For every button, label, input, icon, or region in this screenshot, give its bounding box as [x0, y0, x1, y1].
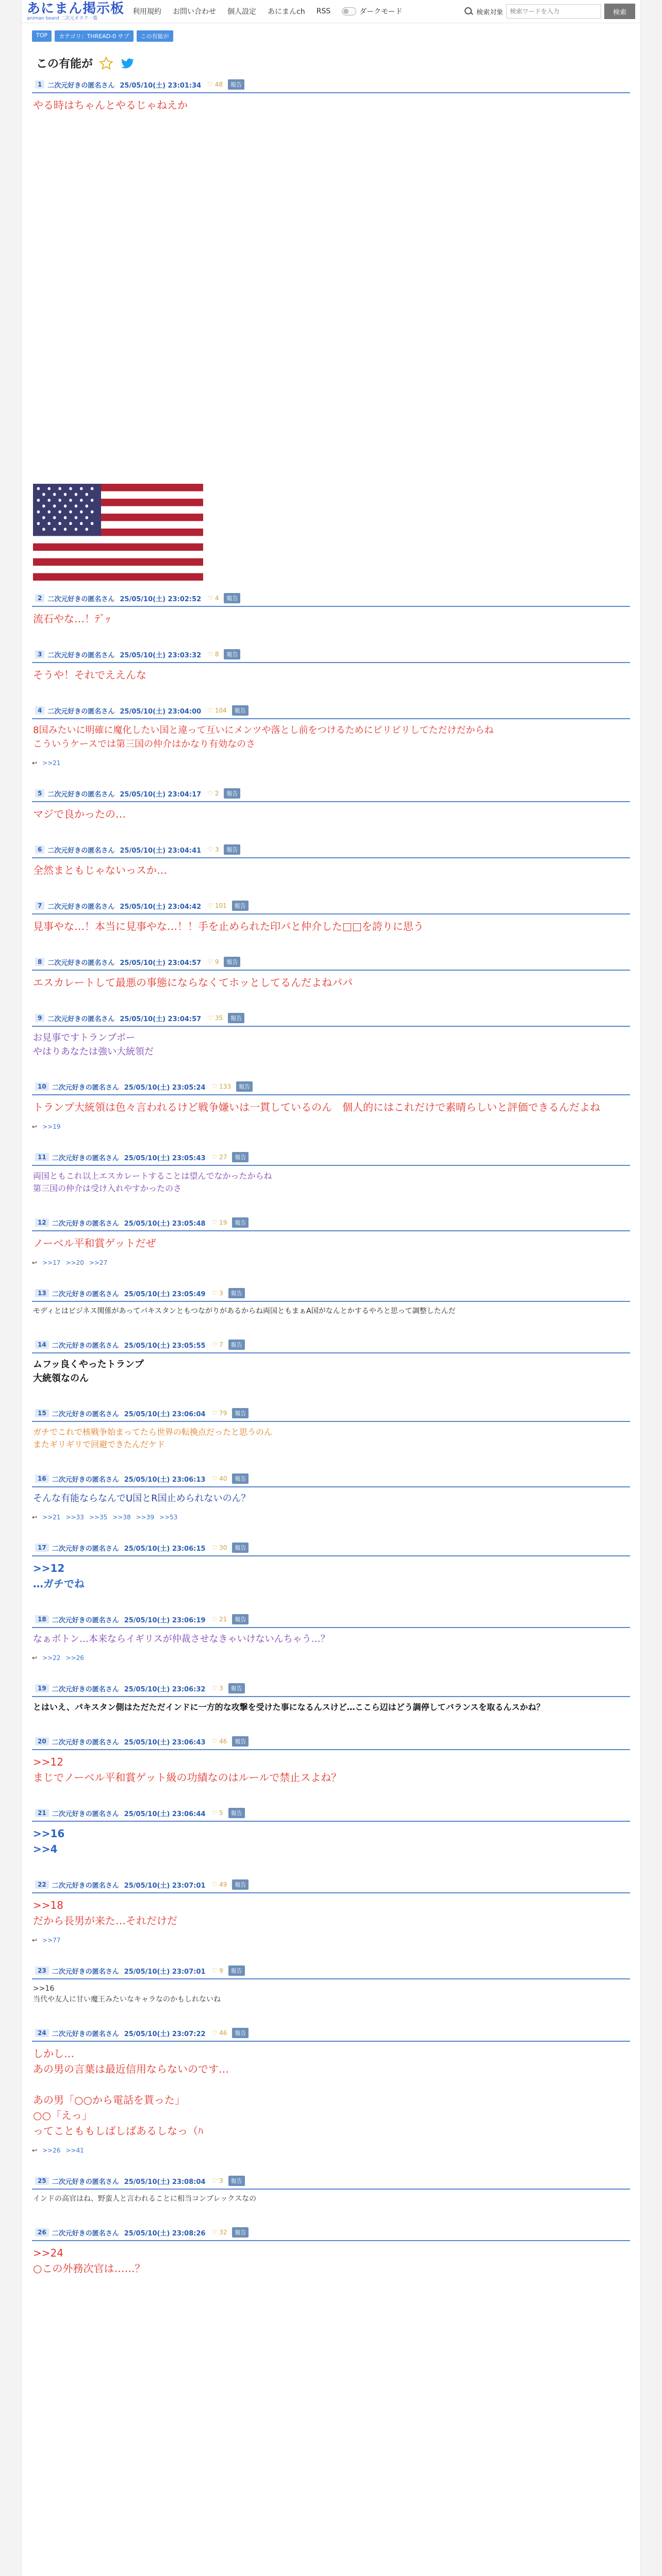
post-header [32, 1151, 630, 1166]
post-header [32, 900, 630, 914]
like-button[interactable]: ♡ 2 [207, 790, 219, 797]
post-body: エスカレートして最悪の事態にならなくてホッとしてるんだよねパパ [33, 976, 353, 989]
reply-icon: ↩ [32, 759, 38, 767]
report-button[interactable]: 報告 [224, 957, 240, 967]
report-button[interactable]: 報告 [228, 1340, 245, 1350]
report-button[interactable]: 報告 [228, 2176, 245, 2186]
poster-name: 二次元好きの匿名さん [52, 1219, 119, 1228]
report-button[interactable]: 報告 [228, 79, 244, 90]
post-date: 25/05/10(土) 23:05:49 [124, 1290, 206, 1298]
reply-link[interactable]: >>19 [42, 1123, 61, 1130]
site-logo[interactable] [27, 2, 124, 21]
like-button[interactable]: ♡ 32 [212, 2229, 227, 2236]
like-button[interactable]: ♡ 7 [212, 1341, 223, 1348]
like-button[interactable]: ♡ 101 [207, 902, 226, 909]
post-number[interactable]: 14 [35, 1341, 49, 1349]
reply-link[interactable]: >>21 [42, 759, 61, 767]
post-date: 25/05/10(土) 23:05:24 [124, 1083, 206, 1092]
reply-links [32, 1654, 630, 1662]
post-body: マジで良かったの… [33, 808, 126, 820]
post-body: お見事ですトランプポー やはりあなたは強い大統領だ [33, 1032, 154, 1057]
post [32, 1613, 630, 1662]
post-header [32, 1080, 630, 1095]
post-number[interactable]: 3 [35, 650, 44, 658]
poster-name: 二次元好きの匿名さん [47, 595, 115, 603]
report-button[interactable]: 報告 [232, 1736, 249, 1747]
post-number[interactable]: 23 [35, 1967, 49, 1975]
like-button[interactable]: ♡ 21 [212, 1616, 227, 1623]
nav-terms[interactable]: 利用規約 [133, 8, 162, 16]
post-body: そんな有能ならなんでU国とR国止められないのん？ [33, 1493, 251, 1504]
like-button[interactable]: ♡ 9 [207, 958, 219, 965]
post [32, 1682, 630, 1715]
dark-mode-toggle[interactable] [342, 6, 402, 16]
post-number[interactable]: 10 [35, 1082, 49, 1091]
post-body: >>16 当代や友人に甘い魔王みたいなキャラなのかもしれないね [33, 1985, 221, 2004]
post-header [32, 1287, 630, 1302]
post-body: >>18 だから長男が来た…それだけだ [33, 1899, 177, 1927]
report-button[interactable]: 報告 [236, 1081, 253, 1092]
report-button[interactable]: 報告 [224, 844, 240, 855]
poster-name: 二次元好きの匿名さん [52, 1410, 119, 1418]
report-button[interactable]: 報告 [224, 788, 240, 799]
search-bar [464, 4, 635, 19]
post-number[interactable]: 7 [35, 902, 44, 910]
reply-link[interactable]: >>22 [42, 1654, 61, 1662]
post-date: 25/05/10(土) 23:05:48 [124, 1219, 206, 1228]
poster-name: 二次元好きの匿名さん [47, 651, 115, 659]
reply-link[interactable]: >>17 [42, 1259, 61, 1266]
post-number[interactable]: 21 [35, 1809, 49, 1817]
reply-link[interactable]: >>20 [65, 1259, 84, 1266]
report-button[interactable]: 報告 [228, 1808, 245, 1818]
reply-link[interactable]: >>53 [159, 1514, 178, 1521]
post-body: モディとはビジネス関係があってパキスタンともつながりがあるからね両国ともまぁA国がなんとかするやろと思って調整したんだ [33, 1307, 456, 1315]
post [32, 1878, 630, 1944]
nav-contact[interactable]: お問い合わせ [173, 8, 217, 16]
post-date: 25/05/10(土) 23:07:01 [124, 1968, 206, 1976]
post-body: >>16 >>4 [33, 1827, 65, 1855]
post-body: とはいえ、パキスタン側はただただインドに一方的な攻撃を受けた事になるんスけど…ここら辺はどう調停してバランスを取るんスかね？ [33, 1702, 545, 1712]
dark-mode-label: ダークモード [359, 8, 403, 16]
post-date: 25/05/10(土) 23:08:04 [124, 2178, 206, 2186]
post-body: >>24 ○この外務次官は……？ [33, 2247, 145, 2275]
report-button[interactable]: 報告 [228, 1013, 244, 1023]
post-date: 25/05/10(土) 23:04:00 [120, 707, 202, 716]
post-body: そうや！それでええんな [33, 669, 146, 681]
reply-icon: ↩ [32, 2147, 38, 2154]
post-date: 25/05/10(土) 23:08:26 [124, 2229, 206, 2238]
post [32, 1964, 630, 2006]
post-number[interactable]: 8 [35, 958, 44, 966]
post [32, 956, 630, 991]
post-date: 25/05/10(土) 23:03:32 [120, 651, 202, 659]
post-date: 25/05/10(土) 23:06:44 [124, 1810, 206, 1818]
post-number[interactable]: 25 [35, 2177, 49, 2185]
post-date: 25/05/10(土) 23:01:34 [120, 81, 202, 90]
post-number[interactable]: 22 [35, 1880, 49, 1889]
breadcrumb [22, 23, 640, 45]
report-button[interactable]: 報告 [232, 1879, 249, 1890]
post-number[interactable]: 16 [35, 1475, 49, 1483]
post [32, 1541, 630, 1592]
like-button[interactable]: ♡ 35 [207, 1014, 223, 1022]
like-button[interactable]: ♡ 46 [212, 1738, 227, 1745]
poster-name: 二次元好きの匿名さん [52, 1083, 119, 1092]
reply-icon: ↩ [32, 1123, 38, 1130]
post [32, 1807, 630, 1858]
poster-name: 二次元好きの匿名さん [47, 846, 115, 855]
post-number[interactable]: 15 [35, 1409, 49, 1417]
header-nav [133, 6, 403, 16]
post [32, 1338, 630, 1386]
post-number[interactable]: 6 [35, 845, 44, 854]
post-date: 25/05/10(土) 23:04:57 [120, 1015, 202, 1023]
reply-icon: ↩ [32, 1259, 38, 1266]
nav-settings[interactable]: 個人設定 [227, 8, 257, 16]
post-number[interactable]: 24 [35, 2029, 49, 2037]
post-number[interactable]: 5 [35, 789, 44, 798]
post-header [32, 1407, 630, 1422]
star-icon[interactable] [99, 56, 113, 71]
report-button[interactable]: 報告 [232, 1217, 249, 1228]
poster-name: 二次元好きの匿名さん [52, 1968, 119, 1976]
reply-icon: ↩ [32, 1514, 38, 1521]
post-date: 25/05/10(土) 23:06:19 [124, 1616, 206, 1624]
post [32, 1472, 630, 1521]
post [32, 787, 630, 823]
post-body: 両国ともこれ以上エスカレートすることは望んでなかったからね 第三国の仲介は受け入れやすかったのさ [33, 1171, 272, 1193]
reply-link[interactable]: >>27 [89, 1259, 108, 1266]
like-button[interactable]: ♡ 9 [212, 1967, 223, 1974]
post-number[interactable]: 13 [35, 1289, 49, 1297]
nav-rss[interactable]: RSS [316, 7, 331, 15]
post-header [32, 704, 630, 719]
post-number[interactable]: 11 [35, 1153, 49, 1161]
page [21, 0, 641, 2576]
poster-name: 二次元好きの匿名さん [47, 903, 115, 911]
post-header [32, 2175, 630, 2190]
post-header [32, 1613, 630, 1628]
post-body: 8国みたいに明確に魔化したい国と違って互いにメンツや落とし前をつけるためにピリピリしてただけだからね こういうケースでは第三国の仲介はかなり有効なのさ [33, 725, 494, 750]
like-button[interactable]: ♡ 104 [207, 707, 226, 714]
post-body: なぁボトン…本来ならイギリスが仲裁させなきゃいけないんちゃう…？ [33, 1634, 330, 1645]
post-header [32, 1541, 630, 1556]
nav-animanch[interactable]: あにまんch [268, 8, 305, 16]
post-body: やる時はちゃんとやるじゃねえか [33, 99, 188, 111]
report-button[interactable]: 報告 [228, 1683, 245, 1693]
breadcrumb-category[interactable]: カテゴリ：THREAD-0 サブ [55, 30, 134, 42]
search-button[interactable]: 検索 [604, 4, 635, 19]
post-body: トランプ大統領は色々言われるけど戦争嫌いは一貫しているのん 個人的にはこれだけで素晴らしいと評価できるんだよね [33, 1101, 600, 1113]
post-date: 25/05/10(土) 23:07:22 [124, 2030, 206, 2038]
reply-link[interactable]: >>26 [42, 2147, 61, 2154]
post-body: 見事やな…！本当に見事やな…！！手を止められた印パと仲介した□□を誇りに思う [33, 920, 424, 933]
report-button[interactable]: 報告 [228, 1965, 245, 1976]
like-button[interactable]: ♡ 5 [212, 1809, 223, 1817]
like-button[interactable]: ♡ 4 [207, 595, 219, 602]
post-header [32, 78, 630, 93]
reply-link[interactable]: >>39 [136, 1514, 155, 1521]
reply-icon: ↩ [32, 1654, 38, 1662]
poster-name: 二次元好きの匿名さん [52, 1810, 119, 1818]
breadcrumb-thread[interactable]: この有能が [137, 30, 173, 42]
poster-name: 二次元好きの匿名さん [47, 790, 115, 799]
post-header [32, 956, 630, 971]
report-button[interactable]: 報告 [232, 2028, 249, 2038]
post [32, 1216, 630, 1266]
post-header [32, 1012, 630, 1027]
search-input[interactable] [506, 4, 601, 19]
report-button[interactable]: 報告 [232, 1614, 249, 1624]
reply-links [32, 1123, 630, 1130]
like-button[interactable]: ♡ 19 [212, 1219, 227, 1226]
report-button[interactable]: 報告 [232, 2227, 249, 2238]
search-target-select[interactable]: 検索対象 [476, 8, 503, 16]
post-header [32, 843, 630, 858]
poster-name: 二次元好きの匿名さん [52, 2030, 119, 2038]
like-button[interactable]: ♡ 3 [212, 1290, 223, 1297]
like-button[interactable]: ♡ 133 [212, 1083, 231, 1090]
post [32, 592, 630, 628]
post [32, 1080, 630, 1130]
post-date: 25/05/10(土) 23:06:43 [124, 1738, 206, 1747]
post [32, 78, 630, 581]
report-button[interactable]: 報告 [228, 1288, 245, 1298]
post [32, 1735, 630, 1786]
reply-link[interactable]: >>21 [42, 1514, 61, 1521]
post-body: ムフッ良くやったトランプ 大統領なのん [33, 1359, 144, 1384]
poster-name: 二次元好きの匿名さん [47, 707, 115, 716]
reply-icon: ↩ [32, 1937, 38, 1944]
post [32, 2027, 630, 2154]
post-number[interactable]: 18 [35, 1615, 49, 1623]
poster-name: 二次元好きの匿名さん [52, 2229, 119, 2238]
report-button[interactable]: 報告 [232, 901, 249, 911]
post-number[interactable]: 20 [35, 1737, 49, 1745]
poster-name: 二次元好きの匿名さん [52, 1154, 119, 1162]
post-number[interactable]: 4 [35, 706, 44, 715]
twitter-icon[interactable] [120, 56, 134, 71]
post-header [32, 1964, 630, 1979]
embedded-media-area [32, 114, 630, 474]
post-number[interactable]: 26 [35, 2228, 49, 2236]
like-button[interactable]: ♡ 3 [207, 846, 219, 853]
like-button[interactable]: ♡ 3 [212, 1685, 223, 1692]
reply-link[interactable]: >>77 [42, 1937, 61, 1944]
post-date: 25/05/10(土) 23:02:52 [120, 595, 202, 603]
post-body: ガチでこれで核戦争始まってたら世界の転換点だったと思うのん またギリギリで回避できたんだケド [33, 1427, 273, 1449]
post [32, 704, 630, 767]
poster-name: 二次元好きの匿名さん [52, 1616, 119, 1624]
post [32, 1287, 630, 1318]
like-button[interactable]: ♡ 48 [207, 81, 223, 88]
poster-name: 二次元好きの匿名さん [52, 1342, 119, 1350]
report-button[interactable]: 報告 [232, 1473, 249, 1484]
post [32, 1151, 630, 1196]
post-date: 25/05/10(土) 23:06:32 [124, 1685, 206, 1693]
post-header [32, 1807, 630, 1822]
poster-name: 二次元好きの匿名さん [52, 1476, 119, 1484]
post-body: 全然まともじゃないっスか… [33, 864, 167, 876]
post-body: インドの高官はね、野蛮人と言われることに相当コンプレックスなの [33, 2195, 257, 2203]
like-button[interactable]: ♡ 40 [212, 1475, 227, 1482]
post-header [32, 1472, 630, 1487]
post-body: 流石やな…！ﾃﾞｯ [33, 613, 110, 625]
report-button[interactable]: 報告 [232, 1543, 249, 1553]
post [32, 2175, 630, 2206]
poster-name: 二次元好きの匿名さん [52, 1685, 119, 1693]
reply-link[interactable]: >>35 [89, 1514, 108, 1521]
post-body: しかし… あの男の言葉は最近信用ならないのです… あの男「○○から電話を貰った」 ○○「えっ」 ってことももしばしばあるしなっ（ﾊ [33, 2047, 229, 2137]
post-date: 25/05/10(土) 23:06:15 [124, 1545, 206, 1553]
post-number[interactable]: 12 [35, 1218, 49, 1227]
page-title: この有能が [36, 58, 93, 71]
breadcrumb-top[interactable]: TOP [32, 30, 52, 42]
post-date: 25/05/10(土) 23:07:01 [124, 1882, 206, 1890]
post-header [32, 2226, 630, 2241]
site-header [22, 0, 640, 23]
post-number[interactable]: 9 [35, 1014, 44, 1022]
post-date: 25/05/10(土) 23:04:17 [120, 790, 202, 799]
reply-link[interactable]: >>41 [65, 2147, 84, 2154]
post-list-rest [32, 592, 630, 2277]
post [32, 2226, 630, 2277]
post-body: ノーベル平和賞ゲットだぜ [33, 1237, 156, 1249]
poster-name: 二次元好きの匿名さん [47, 959, 115, 967]
post [32, 1012, 630, 1060]
like-button[interactable]: ♡ 8 [207, 651, 219, 658]
logo-subtitle: animan board 二次元オタク一覧 [27, 15, 98, 21]
post-body: >>12 …ガチでね [33, 1562, 85, 1590]
report-button[interactable]: 報告 [232, 1152, 249, 1162]
post-date: 25/05/10(土) 23:06:04 [124, 1410, 206, 1418]
reply-links [32, 2147, 630, 2154]
poster-name: 二次元好きの匿名さん [52, 1738, 119, 1747]
post-number[interactable]: 1 [35, 80, 44, 89]
reply-link[interactable]: >>38 [112, 1514, 131, 1521]
post-header [32, 787, 630, 802]
post-number[interactable]: 19 [35, 1684, 49, 1692]
post-date: 25/05/10(土) 23:04:41 [120, 846, 202, 855]
post-date: 25/05/10(土) 23:04:42 [120, 903, 202, 911]
reply-link[interactable]: >>33 [65, 1514, 84, 1521]
reply-links [32, 759, 630, 767]
post [32, 1407, 630, 1452]
thread-title-row [22, 45, 640, 78]
post-date: 25/05/10(土) 23:05:43 [124, 1154, 206, 1162]
post-header [32, 1878, 630, 1893]
like-button[interactable]: ♡ 3 [212, 2177, 223, 2184]
poster-name: 二次元好きの匿名さん [52, 1290, 119, 1298]
post [32, 648, 630, 684]
post [32, 900, 630, 935]
like-button[interactable]: ♡ 30 [212, 1544, 227, 1551]
poster-name: 二次元好きの匿名さん [52, 1545, 119, 1553]
report-button[interactable]: 報告 [224, 593, 240, 603]
post-date: 25/05/10(土) 23:05:55 [124, 1342, 206, 1350]
poster-name: 二次元好きの匿名さん [52, 2178, 119, 2186]
post-header [32, 2027, 630, 2042]
poster-name: 二次元好きの匿名さん [47, 81, 115, 90]
like-button[interactable]: ♡ 49 [212, 1881, 227, 1888]
post-body: >>12 まじでノーベル平和賞ゲット級の功績なのはルールで禁止スよね？ [33, 1756, 342, 1784]
reply-links [32, 1937, 630, 1944]
post-date: 25/05/10(土) 23:04:57 [120, 959, 202, 967]
report-button[interactable]: 報告 [232, 705, 249, 716]
toggle-switch-icon[interactable] [342, 7, 356, 15]
like-button[interactable]: ♡ 27 [212, 1154, 227, 1161]
report-button[interactable]: 報告 [224, 649, 240, 659]
like-button[interactable]: ♡ 79 [212, 1410, 227, 1417]
reply-links [32, 1514, 630, 1521]
reply-links [32, 1259, 630, 1266]
post-date: 25/05/10(土) 23:06:13 [124, 1476, 206, 1484]
reply-link[interactable]: >>26 [65, 1654, 84, 1662]
logo-text: あにまん掲示板 [27, 1, 125, 16]
post-number[interactable]: 2 [35, 594, 44, 602]
post-header [32, 1216, 630, 1231]
post-list [22, 78, 640, 2277]
like-button[interactable]: ♡ 46 [212, 2029, 227, 2037]
post-header [32, 1338, 630, 1353]
post-header [32, 648, 630, 663]
post-number[interactable]: 17 [35, 1544, 49, 1552]
poster-name: 二次元好きの匿名さん [47, 1015, 115, 1023]
search-icon [464, 7, 473, 16]
post-header [32, 1735, 630, 1750]
poster-name: 二次元好きの匿名さん [52, 1882, 119, 1890]
post-header [32, 592, 630, 607]
post [32, 843, 630, 879]
report-button[interactable]: 報告 [232, 1408, 249, 1418]
us-flag-image [33, 484, 203, 581]
post-header [32, 1682, 630, 1697]
